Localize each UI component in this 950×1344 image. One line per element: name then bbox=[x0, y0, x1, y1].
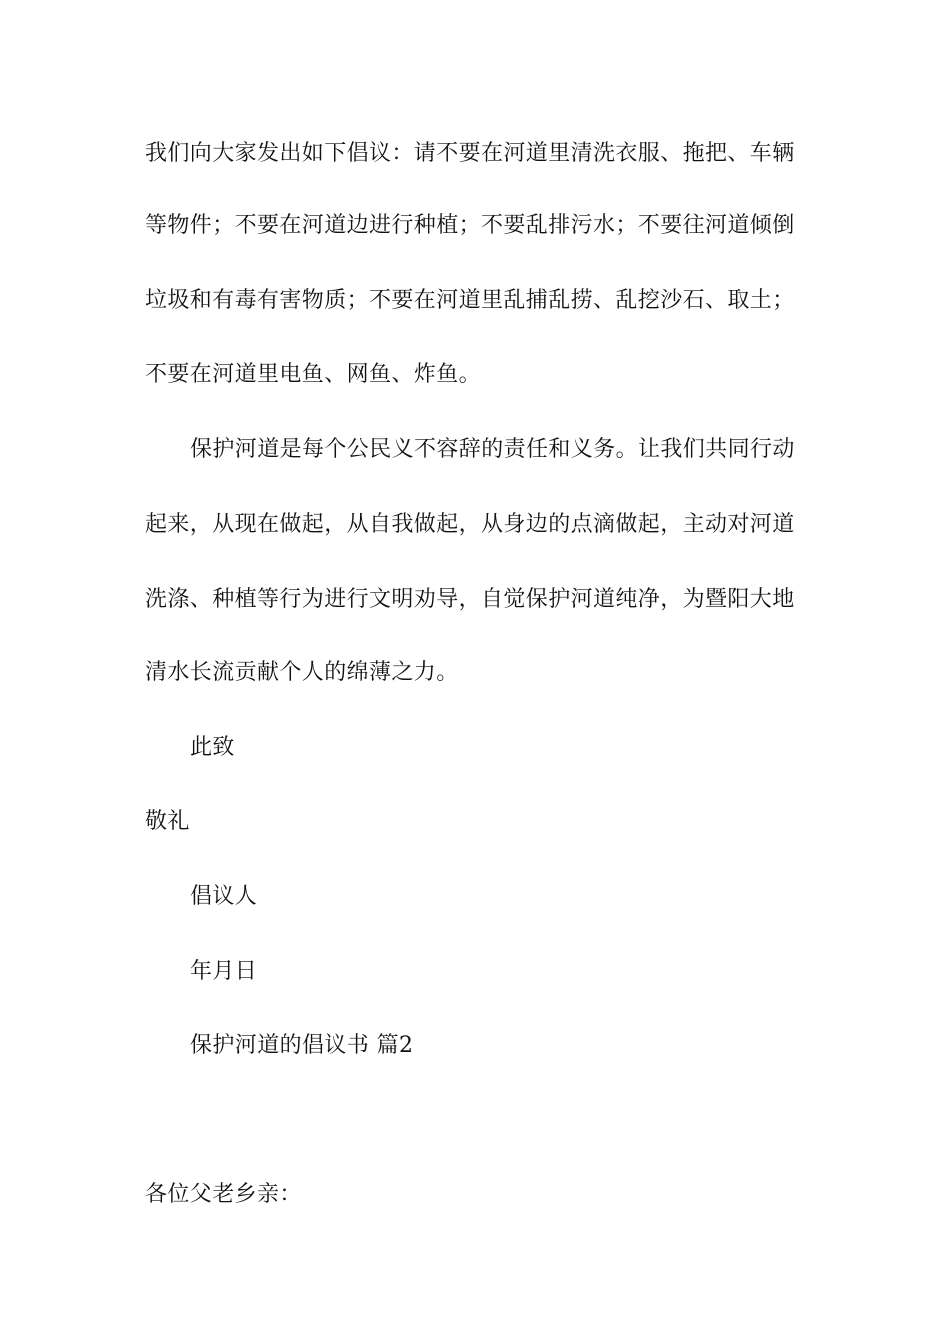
paragraph-1-line-3: 垃圾和有毒有害物质；不要在河道里乱捕乱捞、乱挖沙石、取土； bbox=[145, 288, 795, 313]
paragraph-1-line-4: 不要在河道里电鱼、网鱼、炸鱼。 bbox=[145, 362, 482, 387]
signer-label: 倡议人 bbox=[190, 884, 258, 909]
paragraph-1-line-2: 等物件；不要在河道边进行种植；不要乱排污水；不要往河道倾倒 bbox=[145, 213, 795, 238]
paragraph-2-line-3: 洗涤、种植等行为进行文明劝导，自觉保护河道纯净，为暨阳大地 bbox=[145, 587, 795, 612]
paragraph-2-line-1: 保护河道是每个公民义不容辞的责任和义务。让我们共同行动 bbox=[190, 437, 795, 462]
paragraph-1-line-1: 我们向大家发出如下倡议：请不要在河道里清洗衣服、拖把、车辆 bbox=[145, 141, 795, 166]
paragraph-2-line-4: 清水长流贡献个人的绵薄之力。 bbox=[145, 660, 459, 685]
salute-text: 敬礼 bbox=[145, 809, 190, 834]
date-label: 年月日 bbox=[190, 959, 258, 984]
closing-text: 此致 bbox=[190, 735, 235, 760]
section-title: 保护河道的倡议书 篇2 bbox=[190, 1033, 414, 1058]
greeting-text: 各位父老乡亲： bbox=[145, 1182, 302, 1207]
paragraph-2-line-2: 起来，从现在做起，从自我做起，从身边的点滴做起，主动对河道 bbox=[145, 512, 795, 537]
